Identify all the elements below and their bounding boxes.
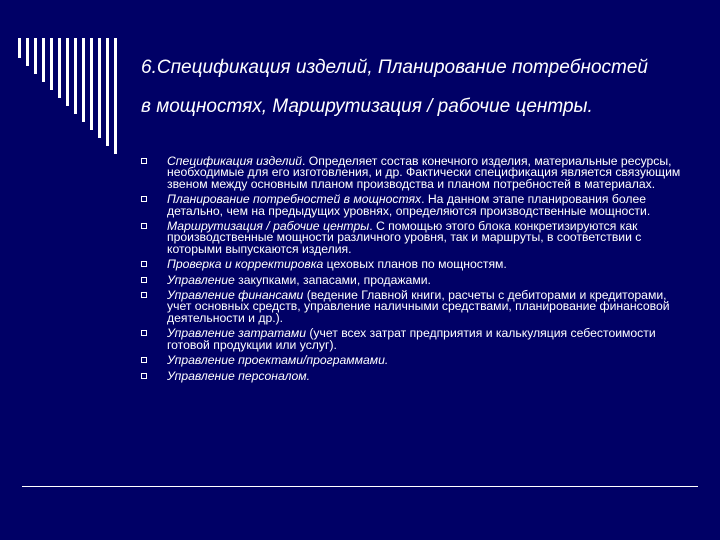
item-text: (ведение Главной книги, расчеты с дебиторами и кредиторами, учет основных средств, управление наличными средствами, планирование финансовой деятельности и др.). xyxy=(167,288,670,325)
list-item xyxy=(139,290,687,324)
footer-divider xyxy=(22,486,698,487)
list-item xyxy=(139,355,687,366)
item-term: Управление проектами/программами. xyxy=(167,353,389,368)
square-bullet-icon xyxy=(141,330,147,336)
item-text: цеховых планов по мощностям. xyxy=(323,257,507,272)
list-item xyxy=(139,272,687,287)
item-text: закупками, запасами, продажами. xyxy=(234,272,431,287)
item-term: Управление xyxy=(167,272,235,287)
slide-title-line-2: в мощностях, Маршрутизация / рабочие центры. xyxy=(141,96,593,117)
item-text: . Определяет состав конечного изделия, материальные ресурсы, необходимые для его изготовления, и др. Фактически спецификация является связующим звеном между основным планом производства и планом потребностей в материалах. xyxy=(167,154,681,191)
square-bullet-icon xyxy=(141,357,147,363)
list-item xyxy=(139,194,687,217)
list-item xyxy=(139,328,687,351)
item-term: Маршрутизация / рабочие центры xyxy=(167,219,370,234)
item-text: (учет всех затрат предприятия и калькуляция себестоимости готовой продукции или услуг). xyxy=(167,326,656,352)
list-item xyxy=(139,221,687,255)
slide-title-line-1: 6.Спецификация изделий, Планирование потребностей xyxy=(141,57,648,78)
bullet-list xyxy=(139,156,687,386)
item-text: . С помощью этого блока конкретизируются как производственные мощности различного уровня, так и маршруты, в соответствии с которыми выпускаются изделия. xyxy=(167,219,642,256)
list-item xyxy=(139,259,687,270)
item-term: Управление затратами xyxy=(167,326,306,341)
item-term: Управление финансами xyxy=(167,288,304,303)
square-bullet-icon xyxy=(141,158,147,164)
item-term: Планирование потребностей в мощностях xyxy=(167,192,422,207)
item-term: Проверка и корректировка xyxy=(167,257,324,272)
square-bullet-icon xyxy=(141,196,147,202)
square-bullet-icon xyxy=(141,223,147,229)
list-item xyxy=(139,156,687,190)
item-text: . На данном этапе планирования более детально, чем на предыдущих уровнях, определяются производственные мощности. xyxy=(167,192,651,218)
square-bullet-icon xyxy=(141,261,147,267)
list-item xyxy=(139,368,687,383)
square-bullet-icon xyxy=(141,292,147,298)
square-bullet-icon xyxy=(141,277,147,283)
item-term: Управление персоналом. xyxy=(167,368,311,383)
item-term: Спецификация изделий xyxy=(167,154,303,168)
square-bullet-icon xyxy=(141,373,147,379)
